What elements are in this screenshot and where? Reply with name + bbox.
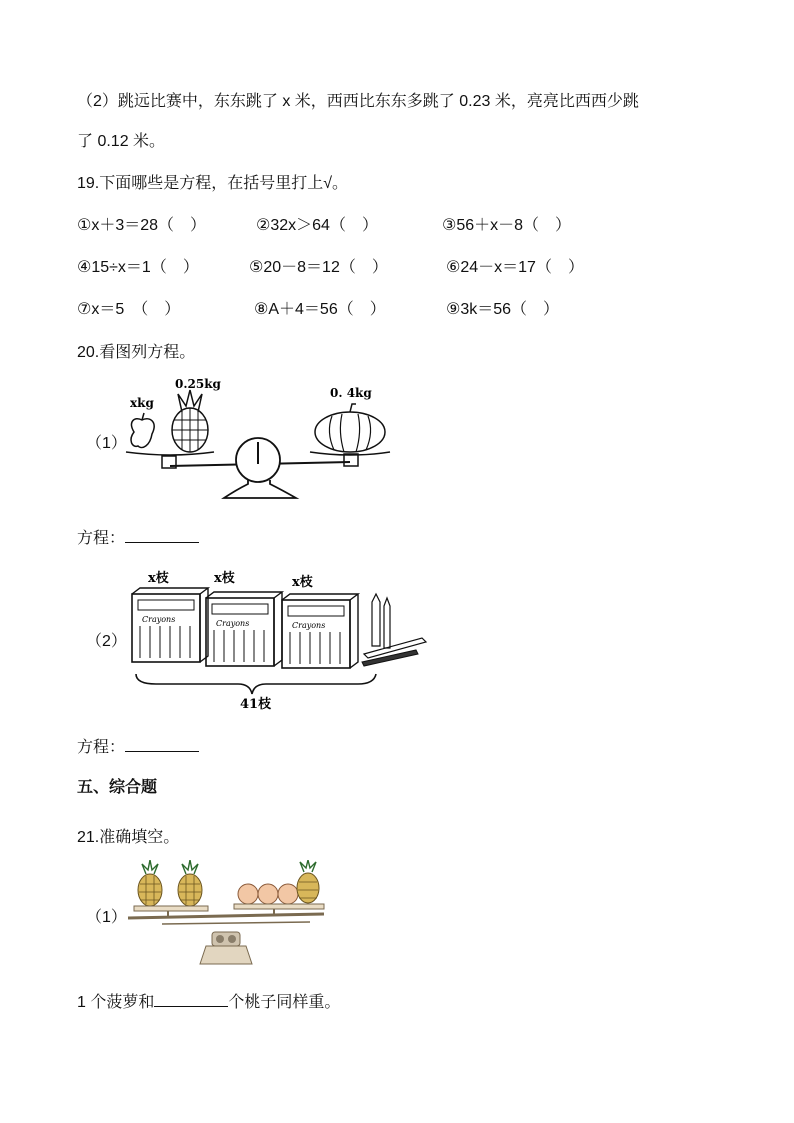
- peach-icon: [238, 884, 258, 904]
- box-brand-1: Crayons: [142, 615, 176, 624]
- q19-option-7: ⑦x＝5 （ ）: [77, 301, 181, 318]
- q19-option-9: ⑨3k＝56（ ）: [446, 301, 560, 318]
- box-brand-3: Crayons: [292, 621, 326, 630]
- q19-option-3: ③56＋x－8（ ）: [442, 217, 572, 234]
- crayon-box-icon: [132, 588, 208, 662]
- q19-option-6: ⑥24－x＝17（ ）: [446, 259, 584, 276]
- apple-icon: [131, 413, 154, 448]
- box-label-3: x枝: [292, 575, 313, 590]
- intro-line-1: （2）跳远比赛中，东东跳了 x 米，西西比东东多跳了 0.23 米，亮亮比西西少跳: [77, 93, 639, 110]
- crayon-boxes-figure: [126, 566, 430, 712]
- intro-line-2: 了 0.12 米。: [77, 133, 166, 150]
- pineapple-icon: [172, 390, 208, 452]
- q20-part1-answer: [77, 525, 199, 548]
- crayon-box-icon: [206, 592, 282, 666]
- sentence-before: 1 个菠萝和: [77, 994, 155, 1011]
- apple-weight-label: xkg: [130, 396, 154, 410]
- answer-blank-3[interactable]: [154, 991, 228, 1007]
- q21-part1-label: （1）: [86, 909, 127, 926]
- pineapple-icon: [297, 860, 319, 903]
- pineapple-weight-label: 0.25kg: [175, 377, 221, 391]
- pineapple-icon: [138, 860, 162, 906]
- q19-option-2: ②32x＞64（ ）: [256, 217, 378, 234]
- pumpkin-weight-label: 0. 4kg: [330, 386, 372, 400]
- answer-blank-2[interactable]: [125, 736, 199, 752]
- peach-icon: [278, 884, 298, 904]
- loose-crayons-icon: [362, 594, 426, 666]
- answer-label: 方程：: [77, 739, 126, 756]
- pumpkin-icon: [315, 404, 385, 452]
- answer-blank-1[interactable]: [125, 527, 199, 543]
- peach-icon: [258, 884, 278, 904]
- q21-title: 21.准确填空。: [77, 829, 180, 846]
- balance-scale-figure-2: [124, 860, 330, 968]
- pineapple-icon: [178, 860, 202, 906]
- balance-scale-figure-1: [120, 372, 400, 504]
- q21-part1-sentence: [77, 989, 340, 1012]
- total-label: 41枝: [240, 697, 272, 712]
- q19-option-1: ①x＋3＝28（ ）: [77, 217, 207, 234]
- box-label-1: x枝: [148, 571, 169, 586]
- q19-option-4: ④15÷x＝1（ ）: [77, 259, 199, 276]
- q19-option-5: ⑤20－8＝12（ ）: [249, 259, 388, 276]
- q20-part2-label: （2）: [86, 633, 127, 650]
- box-label-2: x枝: [214, 571, 235, 586]
- box-brand-2: Crayons: [216, 619, 250, 628]
- q19-option-8: ⑧A＋4＝56（ ）: [254, 301, 386, 318]
- answer-label: 方程：: [77, 530, 126, 547]
- q19-title: 19.下面哪些是方程，在括号里打上√。: [77, 175, 349, 192]
- q20-part2-answer: [77, 734, 199, 757]
- crayon-box-icon: [282, 594, 358, 668]
- q20-title: 20.看图列方程。: [77, 344, 196, 361]
- q20-part1-label: （1）: [86, 435, 127, 452]
- sentence-after: 个桃子同样重。: [228, 994, 341, 1011]
- section-heading: 五、综合题: [77, 779, 158, 796]
